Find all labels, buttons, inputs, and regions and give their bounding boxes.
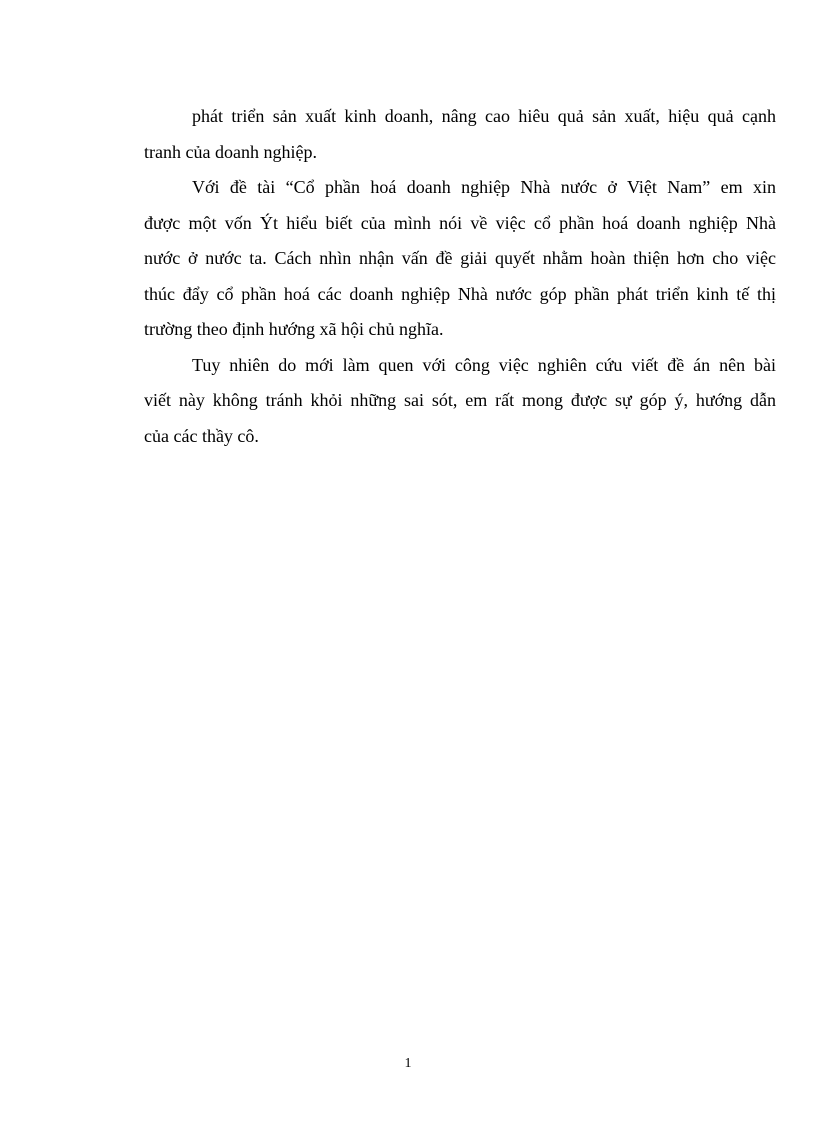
text-line: Với đề tài “Cổ phần hoá doanh nghiệp Nhà nước ở Việt Nam” em xin [192,177,776,197]
text-line: phát triển sản xuất kinh doanh, nâng cao hiêu quả sản xuất, hiệu quả cạnh [192,106,776,126]
text-line: thúc đẩy cổ phần hoá các doanh nghiệp Nhà nước góp phần phát triển kinh tế thị [144,283,776,304]
page-number: 1 [404,1056,412,1071]
text-line: tranh của doanh nghiệp. [144,141,317,162]
document-body [144,99,776,454]
text-line: Tuy nhiên do mới làm quen với công việc nghiên cứu viết đề án nên bài [192,354,776,375]
text-line: được một vốn Ýt hiểu biết của mình nói về việc cổ phần hoá doanh nghiệp Nhà [144,212,776,233]
text-line: viết này không tránh khỏi những sai sót, em rất mong được sự góp ý, hướng dẫn [144,390,776,410]
text-line: nước ở nước ta. Cách nhìn nhận vấn đề giải quyết nhằm hoàn thiện hơn cho việc [144,248,776,268]
text-line: trường theo định hướng xã hội chủ nghĩa. [144,319,444,339]
text-line: của các thầy cô. [144,425,259,446]
